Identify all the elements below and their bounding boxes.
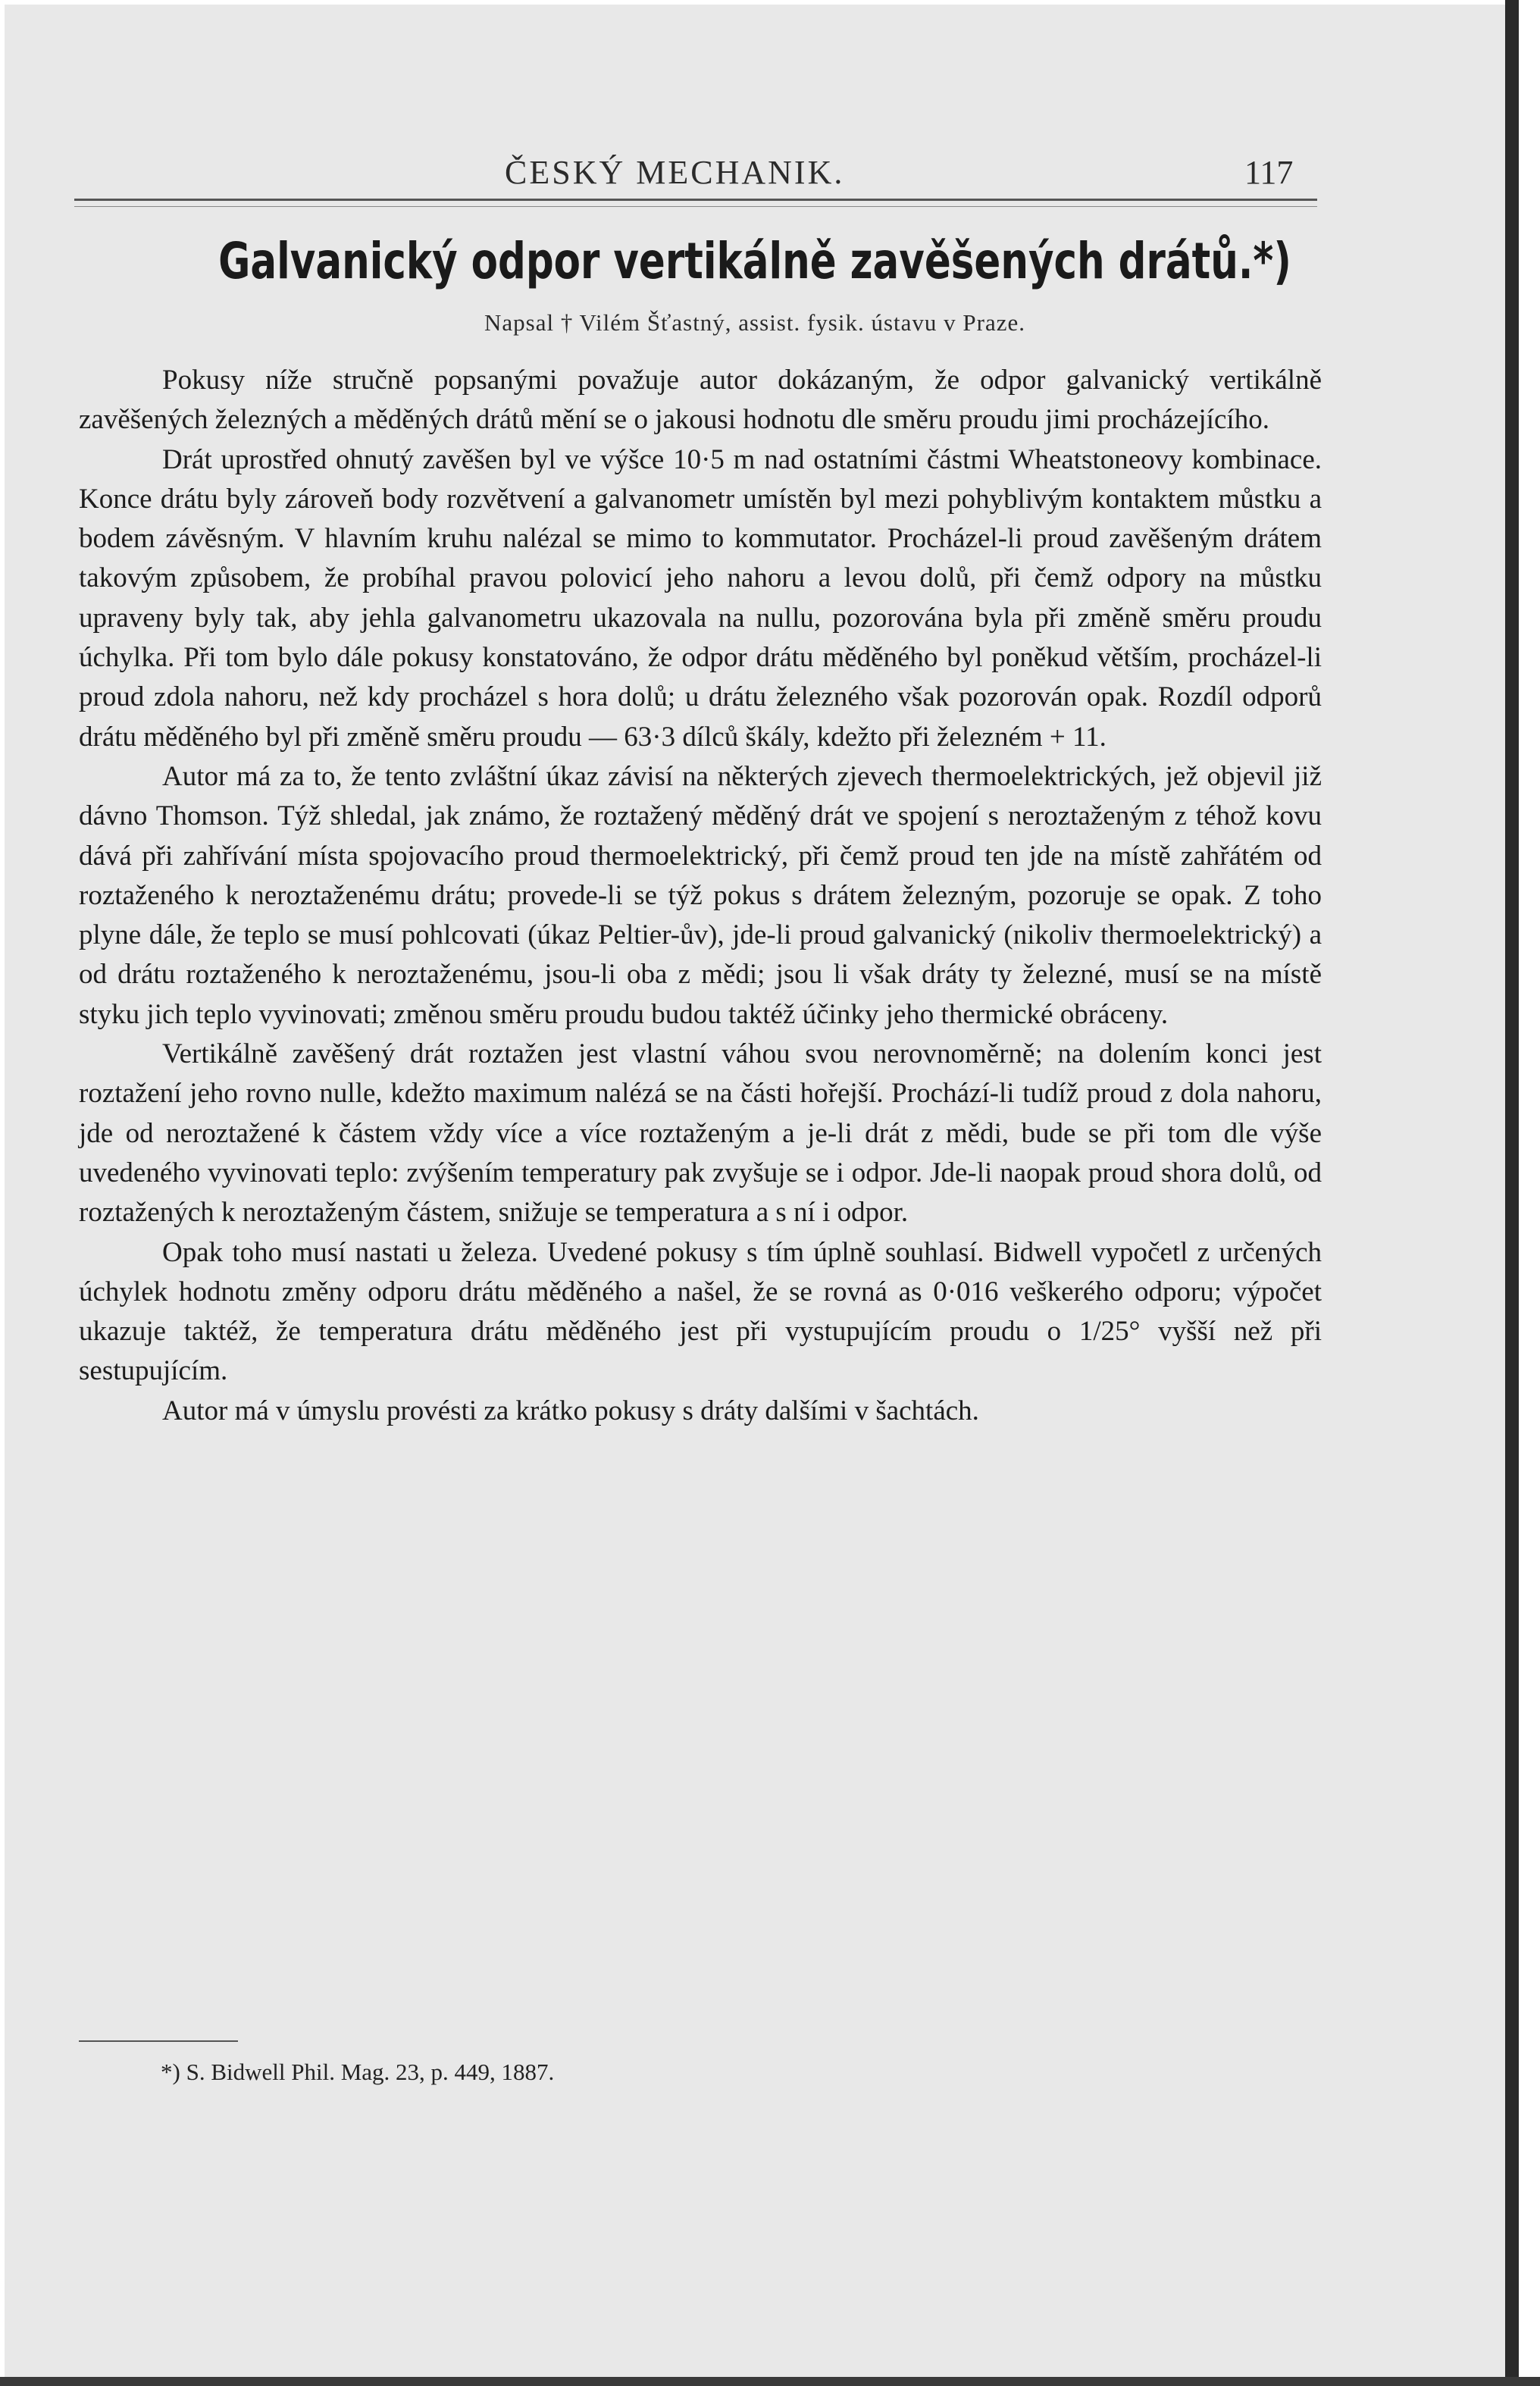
paragraph-4: Vertikálně zavěšený drát roztažen jest vlastní váhou svou nerovnoměrně; na dolením konci jest roztažení jeho rovno nulle, kdežto maximum nalézá se na části hořejší. Prochází-li tudíž proud z dola nahoru, jde od neroztažené k částem vždy více a více roztaženým a je-li drát z mědi, bude se při tom dle výše uvedeného vyvinovati teplo: zvýšením temperatury pak zvyšuje se i odpor. Jde-li naopak proud shora dolů, od roztažených k neroztaženým částem, snižuje se temperatura a s ní i odpor. — [79, 1038, 1322, 1229]
header-rule — [74, 199, 1317, 201]
paragraph-2: Drát uprostřed ohnutý zavěšen byl ve výšce 10·5 m nad ostatními částmi Wheatstoneovy kombinace. Konce drátu byly zároveň body rozvětvení a galvanometr umístěn byl mezi pohyblivým kontaktem můstku a bodem závěsným. V hlavním kruhu nalézal se mimo to kommutator. Procházel-li proud zavěšeným drátem takovým způsobem, že probíhal pravou polovicí jeho nahoru a levou dolů, při čemž odpory na můstku upraveny byly tak, aby jehla galvanometru ukazovala na nullu, pozorována byla při změně směru proudu úchylka. Při tom bylo dále pokusy konstatováno, že odpor drátu měděného byl poněkud větším, procházel-li proud zdola nahoru, než kdy procházel s hora dolů; u drátu železného však pozorován opak. Rozdíl odporů drátu měděného byl při změně směru proudu — 63·3 dílců škály, kdežto při železném + 11. — [79, 443, 1322, 753]
scan-edge-bottom — [0, 2377, 1540, 2386]
paragraph-5: Opak toho musí nastati u železa. Uvedené pokusy s tím úplně souhlasí. Bidwell vypočetl z určených úchylek hodnotu změny odporu drátu měděného a našel, že se rovná as 0·016 veškerého odporu; výpočet ukazuje taktéž, že temperatura drátu měděného jest při vystupujícím proudu o 1/25° vyšší než při sestupujícím. — [79, 1236, 1322, 1387]
paragraph-1: Pokusy níže stručně popsanými považuje autor dokázaným, že odpor galvanický vertikálně zavěšených železných a měděných drátů mění se o jakousi hodnotu dle směru proudu jimi procházejícího. — [79, 365, 1322, 436]
scan-edge-right — [1505, 0, 1519, 2386]
footnote-rule — [79, 2040, 238, 2042]
paragraph-3: Autor má za to, že tento zvláštní úkaz závisí na některých zjevech thermoelektrických, jež objevil již dávno Thomson. Týž shledal, jak známo, že roztažený měděný drát ve spojení s neroztaženým z téhož kovu dává při zahřívání místa spojovacího proud thermoelektrický, při čemž proud ten jde na místě zahřátém od roztaženého k neroztaženému drátu; provede-li se týž pokus s drátem železným, pozoruje se opak. Z toho plyne dále, že teplo se musí pohlcovati (úkaz Peltier-ův), jde-li proud galvanický (nikoliv thermoelektrický) a od drátu roztaženého k neroztaženému, jsou-li oba z mědi; jsou li však dráty ty železné, musí se na místě styku jich teplo vyvinovati; změnou směru proudu budou taktéž účinky jeho thermické obráceny. — [79, 760, 1322, 1030]
article-body — [79, 361, 1322, 1431]
footnote: *) S. Bidwell Phil. Mag. 23, p. 449, 1887. — [161, 2059, 555, 2085]
author-byline: Napsal † Vilém Šťastný, assist. fysik. ústavu v Praze. — [484, 309, 1026, 336]
page-number: 117 — [1244, 154, 1294, 191]
header-rule-thin — [74, 206, 1317, 207]
paragraph-6: Autor má v úmyslu provésti za krátko pokusy s dráty dalšími v šachtách. — [162, 1395, 979, 1426]
paper-sheet — [5, 5, 1505, 2377]
article-title: Galvanický odpor vertikálně zavěšených drátů.*) — [218, 232, 1291, 290]
running-header: ČESKÝ MECHANIK. — [505, 154, 845, 191]
